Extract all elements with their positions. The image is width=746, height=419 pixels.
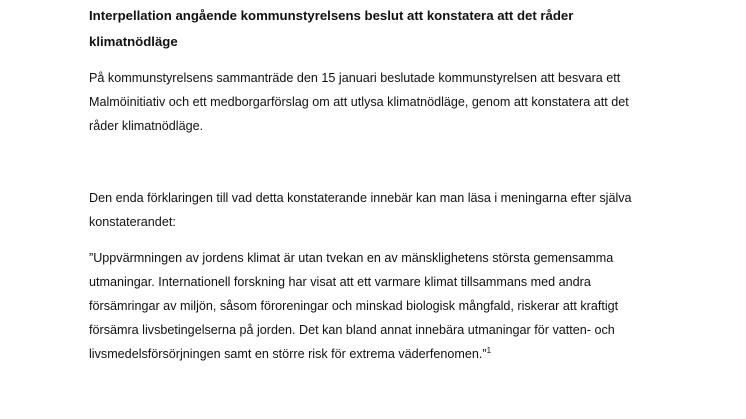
paragraph-explanation	[89, 186, 689, 234]
title-line: klimatnödläge	[89, 34, 178, 49]
paragraph-line: Malmöinitiativ och ett medborgarförslag om att utlysa klimatnödläge, genom att konstatera att det	[89, 95, 629, 109]
paragraph-line: konstaterandet:	[89, 215, 176, 229]
paragraph-line: råder klimatnödläge.	[89, 119, 204, 133]
quote-line: försämringar av miljön, såsom föroreningar och minskad biologisk mångfald, riskerar att kraftigt	[89, 299, 619, 313]
quote-line-last	[89, 342, 689, 366]
paragraph-line: Den enda förklaringen till vad detta konstaterande innebär kan man läsa i meningarna efter själva	[89, 191, 632, 205]
quote-paragraph	[89, 246, 689, 366]
quote-line: ”Uppvärmningen av jordens klimat är utan tvekan en av mänsklighetens största gemensamma	[89, 251, 614, 265]
document-title	[89, 3, 689, 55]
quote-line-text: livsmedelsförsörjningen samt en större risk för extrema väderfenomen.”	[89, 347, 487, 361]
quote-line: försämra livsbetingelserna på jorden. Det kan bland annat innebära utmaningar för vatten- och	[89, 323, 615, 337]
paragraph-line: På kommunstyrelsens sammanträde den 15 januari beslutade kommunstyrelsen att besvara ett	[89, 71, 621, 85]
quote-line: utmaningar. Internationell forskning har visat att ett varmare klimat tillsammans med andra	[89, 275, 591, 289]
footnote-marker[interactable]: 1	[486, 345, 492, 355]
paragraph-decision	[89, 66, 689, 138]
title-line: Interpellation angående kommunstyrelsens beslut att konstatera att det råder	[89, 8, 574, 23]
